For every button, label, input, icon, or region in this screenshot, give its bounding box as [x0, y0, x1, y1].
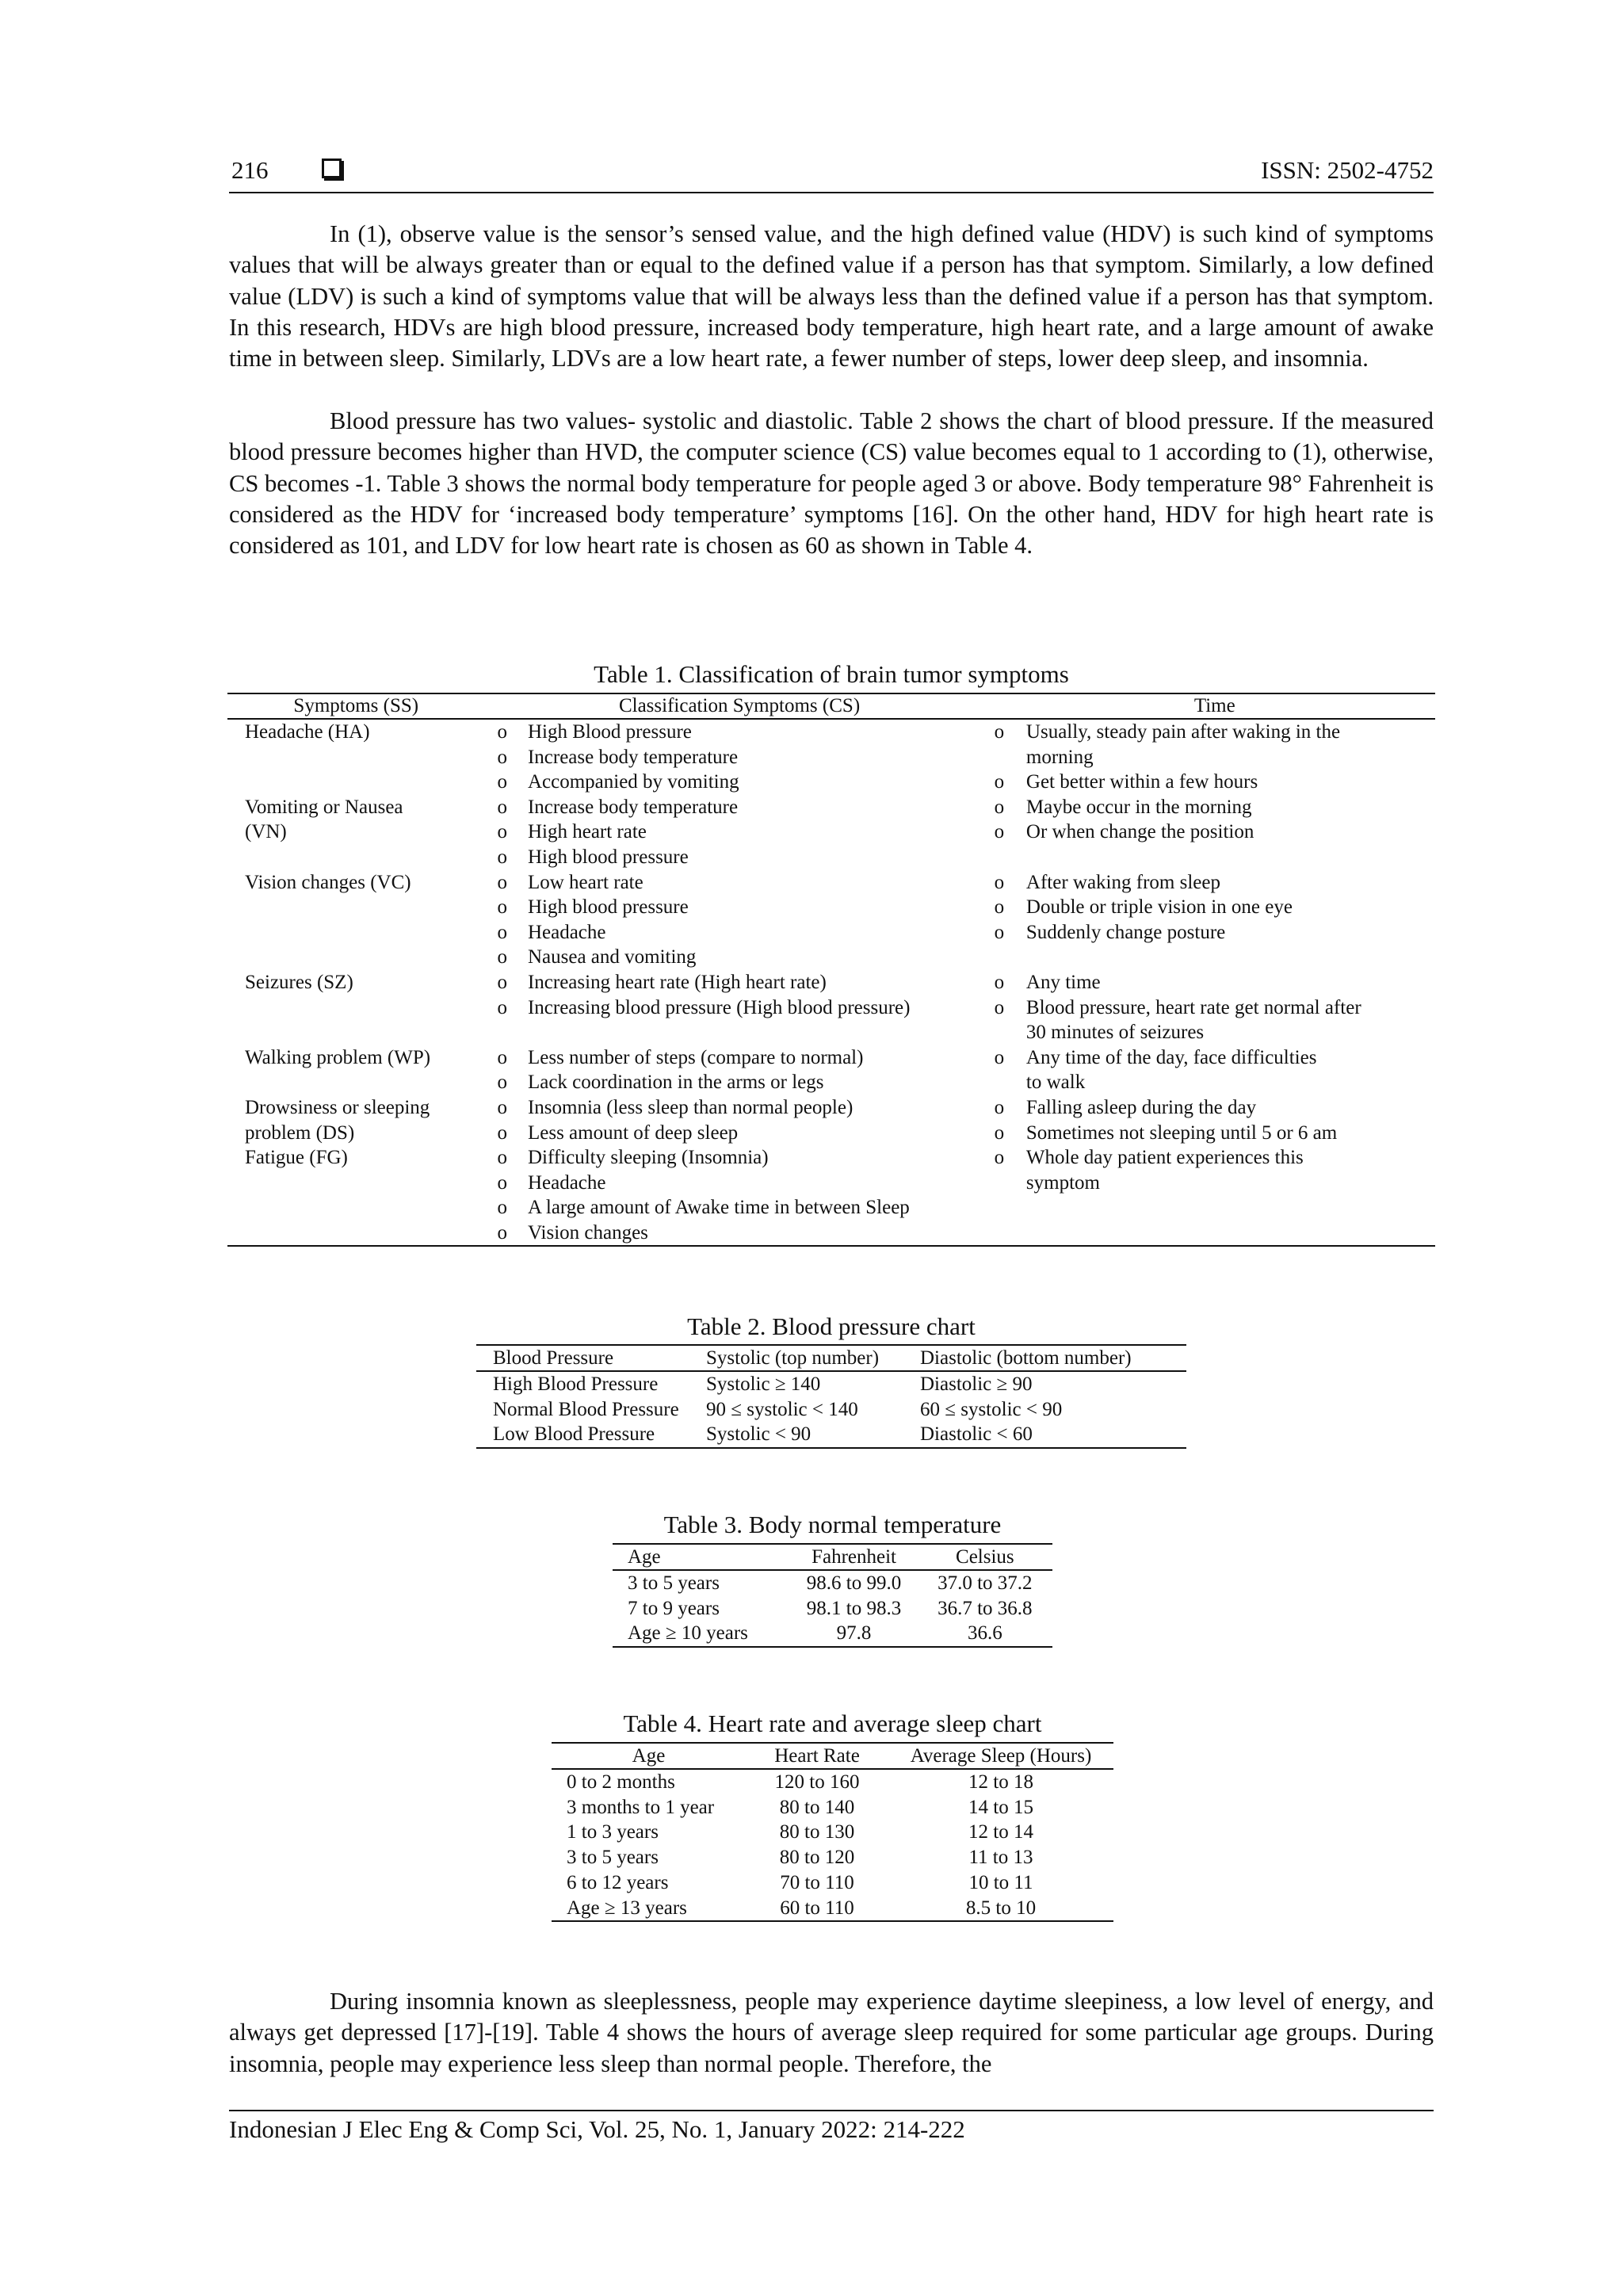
symptom-cell: Seizures (SZ) — [245, 971, 353, 993]
table2-caption: Table 2. Blood pressure chart — [687, 1312, 976, 1340]
table-cell: High Blood Pressure — [493, 1373, 659, 1395]
table-row — [227, 1121, 1435, 1146]
table1 — [227, 693, 1435, 1247]
classification-cell: A large amount of Awake time in between Sleep — [527, 1197, 910, 1219]
table-cell: 10 to 11 — [968, 1871, 1033, 1893]
classification-cell: Insomnia (less sleep than normal people) — [527, 1096, 854, 1118]
table-row — [552, 1845, 1113, 1870]
table1-header: Time — [995, 693, 1435, 719]
time-cell: morning — [1025, 746, 1094, 768]
bullet-icon: o — [497, 996, 508, 1018]
table-cell: 7 to 9 years — [628, 1597, 720, 1619]
table-row — [227, 795, 1435, 820]
classification-cell: Less amount of deep sleep — [527, 1121, 739, 1144]
symptom-cell: Walking problem (WP) — [245, 1046, 431, 1068]
bullet-icon: o — [497, 796, 508, 818]
table3-caption: Table 3. Body normal temperature — [663, 1511, 1002, 1538]
table-cell: Age ≥ 13 years — [567, 1897, 687, 1919]
classification-cell — [528, 1020, 995, 1045]
symptom-cell — [227, 1171, 485, 1196]
symptom-cell — [227, 1020, 485, 1045]
table4-header: Average Sleep (Hours) — [888, 1743, 1113, 1769]
bullet-icon: o — [497, 1171, 508, 1194]
page-header — [229, 152, 1434, 193]
time-cell: Sometimes not sleeping until 5 or 6 am — [1025, 1121, 1338, 1144]
time-cell — [1026, 845, 1435, 870]
bullet-icon: o — [497, 971, 508, 993]
table-cell: 14 to 15 — [968, 1796, 1033, 1818]
classification-cell: Difficulty sleeping (Insomnia) — [527, 1147, 769, 1169]
time-cell: Any time — [1025, 971, 1101, 993]
table-cell: Low Blood Pressure — [493, 1423, 655, 1446]
bullet-icon — [995, 1221, 1026, 1247]
table-row — [227, 1195, 1435, 1221]
bullet-icon: o — [497, 1221, 508, 1244]
bullet-icon: o — [994, 971, 1005, 993]
table-row — [552, 1820, 1113, 1845]
table-row — [227, 995, 1435, 1021]
table-row — [227, 745, 1435, 770]
bullet-icon — [995, 745, 1026, 770]
time-cell: Usually, steady pain after waking in the — [1025, 721, 1341, 743]
table-cell: 37.0 to 37.2 — [938, 1572, 1033, 1594]
bullet-icon — [995, 1020, 1026, 1045]
table-row — [227, 1171, 1435, 1196]
classification-cell: High blood pressure — [527, 896, 689, 919]
table-row — [227, 895, 1435, 920]
table-cell: 120 to 160 — [774, 1771, 860, 1793]
table-row — [227, 1045, 1435, 1071]
bullet-icon: o — [994, 1121, 1005, 1144]
table-cell: 3 to 5 years — [567, 1847, 659, 1869]
classification-cell: Accompanied by vomiting — [527, 771, 739, 793]
table-cell: 80 to 120 — [779, 1847, 855, 1869]
table-row — [613, 1570, 1052, 1596]
symptom-cell — [227, 995, 485, 1021]
table-cell: Diastolic ≥ 90 — [920, 1373, 1033, 1395]
bullet-icon: o — [497, 771, 508, 793]
table-row — [227, 1020, 1435, 1045]
table-cell: 97.8 — [836, 1622, 872, 1645]
table-cell: Systolic ≥ 140 — [706, 1373, 821, 1395]
symptom-cell — [227, 845, 485, 870]
bullet-icon: o — [497, 721, 508, 743]
time-cell — [1026, 1221, 1435, 1247]
bullet-icon: o — [497, 821, 508, 843]
table-row — [227, 920, 1435, 946]
table4-header: Age — [552, 1743, 746, 1769]
table-row — [227, 819, 1435, 845]
bullet-icon: o — [497, 1046, 508, 1068]
table-cell: Normal Blood Pressure — [493, 1398, 679, 1420]
table-cell: Age ≥ 10 years — [628, 1622, 748, 1645]
classification-cell: Headache — [527, 1171, 606, 1194]
page-footer — [229, 2110, 1434, 2144]
symptom-cell: Drowsiness or sleeping — [245, 1096, 430, 1118]
body-paragraph: In (1), observe value is the sensor’s sensed value, and the high defined value (HDV) is such kind of symptoms values that will be always greater than or equal to the defined value if a person has that symptom. Similarly, a low defined value (LDV) is such a kind of symptoms value that will be always less than the defined value if a person has that symptom. In this research, HDVs are high blood pressure, increased body temperature, high heart rate, and a large amount of awake time in between sleep. Similarly, LDVs are a low heart rate, a fewer number of steps, lower deep sleep, and insomnia. — [229, 220, 1434, 372]
symptom-cell — [227, 1195, 485, 1221]
table2 — [476, 1344, 1186, 1449]
time-cell: Double or triple vision in one eye — [1025, 896, 1293, 919]
time-cell: Whole day patient experiences this — [1025, 1147, 1304, 1169]
table-cell: 98.6 to 99.0 — [806, 1572, 902, 1594]
table-row — [227, 1070, 1435, 1095]
table3-header: Fahrenheit — [790, 1544, 917, 1570]
body-paragraph: Blood pressure has two values- systolic and diastolic. Table 2 shows the chart of blood pressure. If the measured blood pressure becomes higher than HVD, the computer science (CS) value becomes equal to 1 according to (1), otherwise, CS becomes -1. Table 3 shows the normal body temperature for people aged 3 or above. Body temperature 98° Fahrenheit is considered as the HDV for ‘increased body temperature’ symptoms [16]. On the other hand, HDV for high heart rate is considered as 101, and LDV for low heart rate is chosen as 60 as shown in Table 4. — [229, 407, 1434, 560]
table-row — [613, 1596, 1052, 1622]
table-row — [476, 1371, 1186, 1397]
time-cell: Blood pressure, heart rate get normal after — [1025, 996, 1361, 1018]
bullet-icon: o — [497, 946, 508, 968]
table-cell: 36.7 to 36.8 — [938, 1597, 1033, 1619]
table-row — [227, 945, 1435, 970]
bullet-icon: o — [994, 771, 1005, 793]
bullet-icon: o — [994, 1147, 1005, 1169]
bullet-icon — [485, 1020, 528, 1045]
table1-header: Classification Symptoms (CS) — [485, 693, 995, 719]
bullet-icon: o — [994, 921, 1005, 943]
symptom-cell: Fatigue (FG) — [245, 1147, 348, 1169]
bullet-icon: o — [994, 1096, 1005, 1118]
table-row — [227, 970, 1435, 995]
bullet-icon: o — [994, 821, 1005, 843]
body-paragraph: During insomnia known as sleeplessness, people may experience daytime sleepiness, a low level of energy, and always get depressed [17]-[19]. Table 4 shows the hours of average sleep required for some particular age groups. During insomnia, people may experience less sleep than normal people. Therefore, the — [229, 1988, 1434, 2077]
time-cell: After waking from sleep — [1025, 871, 1220, 893]
table-cell: 6 to 12 years — [567, 1871, 669, 1893]
table-cell: 90 ≤ systolic < 140 — [706, 1398, 858, 1420]
table-row — [613, 1621, 1052, 1647]
square-bullet-icon — [322, 159, 342, 178]
bullet-icon — [995, 1171, 1026, 1196]
page-number: 216 — [231, 156, 269, 184]
time-cell — [1026, 945, 1435, 970]
time-cell: Any time of the day, face difficulties — [1025, 1046, 1317, 1068]
classification-cell: High heart rate — [527, 821, 647, 843]
time-cell: Maybe occur in the morning — [1025, 796, 1252, 818]
time-cell: Or when change the position — [1025, 821, 1254, 843]
symptom-cell — [227, 745, 485, 770]
symptom-cell: Vomiting or Nausea — [245, 796, 403, 818]
table-row — [227, 870, 1435, 896]
table1-caption: Table 1. Classification of brain tumor symptoms — [594, 660, 1069, 688]
symptom-cell — [227, 895, 485, 920]
table-cell: 60 ≤ systolic < 90 — [920, 1398, 1063, 1420]
table3-header: Age — [613, 1544, 790, 1570]
table-cell: 3 months to 1 year — [567, 1796, 715, 1818]
classification-cell: Increase body temperature — [527, 746, 739, 768]
bullet-icon: o — [497, 921, 508, 943]
table-row — [552, 1896, 1113, 1922]
table-cell: 3 to 5 years — [628, 1572, 720, 1594]
bullet-icon — [995, 945, 1026, 970]
time-cell: 30 minutes of seizures — [1025, 1022, 1205, 1044]
issn: ISSN: 2502-4752 — [1261, 156, 1434, 184]
table-cell: Systolic < 90 — [706, 1423, 812, 1446]
table4-caption: Table 4. Heart rate and average sleep chart — [623, 1710, 1042, 1737]
table1-header: Symptoms (SS) — [227, 693, 485, 719]
table3-header: Celsius — [918, 1544, 1052, 1570]
table-cell: 0 to 2 months — [567, 1771, 675, 1793]
bullet-icon: o — [497, 1072, 508, 1094]
bullet-icon: o — [994, 871, 1005, 893]
table3 — [613, 1543, 1052, 1648]
time-cell — [1026, 1195, 1435, 1221]
symptom-cell: problem (DS) — [245, 1121, 355, 1144]
table-cell: Diastolic < 60 — [920, 1423, 1033, 1446]
table-cell: 80 to 140 — [779, 1796, 855, 1818]
time-cell: Falling asleep during the day — [1025, 1096, 1257, 1118]
table4-header: Heart Rate — [746, 1743, 888, 1769]
table-row — [476, 1422, 1186, 1448]
table-row — [552, 1795, 1113, 1820]
table-cell: 1 to 3 years — [567, 1821, 659, 1843]
table-cell: 70 to 110 — [780, 1871, 854, 1893]
bullet-icon: o — [994, 996, 1005, 1018]
time-cell: symptom — [1025, 1171, 1100, 1194]
bullet-icon — [995, 1070, 1026, 1095]
table-row — [552, 1769, 1113, 1795]
table-row — [227, 1095, 1435, 1121]
time-cell: Get better within a few hours — [1025, 771, 1258, 793]
table-cell: 98.1 to 98.3 — [806, 1597, 902, 1619]
table-row — [552, 1870, 1113, 1896]
table-cell: 12 to 14 — [968, 1821, 1033, 1843]
symptom-cell: Vision changes (VC) — [245, 871, 411, 893]
classification-cell: High blood pressure — [527, 846, 689, 868]
bullet-icon — [995, 1195, 1026, 1221]
bullet-icon: o — [994, 1046, 1005, 1068]
bullet-icon: o — [497, 1096, 508, 1118]
classification-cell: Low heart rate — [527, 871, 643, 893]
classification-cell: Less number of steps (compare to normal) — [527, 1046, 864, 1068]
bullet-icon: o — [497, 1197, 508, 1219]
bullet-icon: o — [497, 1147, 508, 1169]
table-cell: 80 to 130 — [779, 1821, 855, 1843]
table-row — [227, 719, 1435, 745]
table2-header: Blood Pressure — [476, 1345, 706, 1371]
table-row — [476, 1397, 1186, 1423]
symptom-cell: (VN) — [245, 821, 287, 843]
symptom-cell — [227, 1070, 485, 1095]
classification-cell: Lack coordination in the arms or legs — [527, 1072, 824, 1094]
table-row — [227, 845, 1435, 870]
classification-cell: Increasing heart rate (High heart rate) — [527, 971, 827, 993]
table-cell: 11 to 13 — [968, 1847, 1033, 1869]
symptom-cell — [227, 945, 485, 970]
time-cell: to walk — [1025, 1072, 1086, 1094]
classification-cell: Vision changes — [527, 1221, 648, 1244]
symptom-cell — [227, 770, 485, 795]
table1-body — [227, 719, 1435, 1246]
table4 — [552, 1742, 1113, 1922]
table-row — [227, 1145, 1435, 1171]
symptom-cell — [227, 1221, 485, 1247]
table2-header: Systolic (top number) — [706, 1345, 920, 1371]
classification-cell: Increasing blood pressure (High blood pressure) — [527, 996, 911, 1018]
bullet-icon: o — [497, 871, 508, 893]
bullet-icon: o — [497, 1121, 508, 1144]
bullet-icon: o — [497, 746, 508, 768]
bullet-icon: o — [994, 896, 1005, 919]
bullet-icon: o — [994, 721, 1005, 743]
table-row — [227, 1221, 1435, 1247]
classification-cell: Nausea and vomiting — [527, 946, 697, 968]
symptom-cell: Headache (HA) — [245, 721, 370, 743]
table-row — [227, 770, 1435, 795]
bullet-icon: o — [497, 846, 508, 868]
time-cell: Suddenly change posture — [1025, 921, 1226, 943]
table2-header: Diastolic (bottom number) — [920, 1345, 1186, 1371]
bullet-icon: o — [497, 896, 508, 919]
classification-cell: Headache — [527, 921, 606, 943]
bullet-icon: o — [994, 796, 1005, 818]
classification-cell: Increase body temperature — [527, 796, 739, 818]
table-cell: 12 to 18 — [968, 1771, 1033, 1793]
journal-citation: Indonesian J Elec Eng & Comp Sci, Vol. 25, No. 1, January 2022: 214-222 — [229, 2115, 965, 2143]
bullet-icon — [995, 845, 1026, 870]
table-cell: 60 to 110 — [780, 1897, 854, 1919]
classification-cell: High Blood pressure — [527, 721, 692, 743]
table-cell: 8.5 to 10 — [965, 1897, 1037, 1919]
symptom-cell — [227, 920, 485, 946]
table-cell: 36.6 — [967, 1622, 1002, 1645]
